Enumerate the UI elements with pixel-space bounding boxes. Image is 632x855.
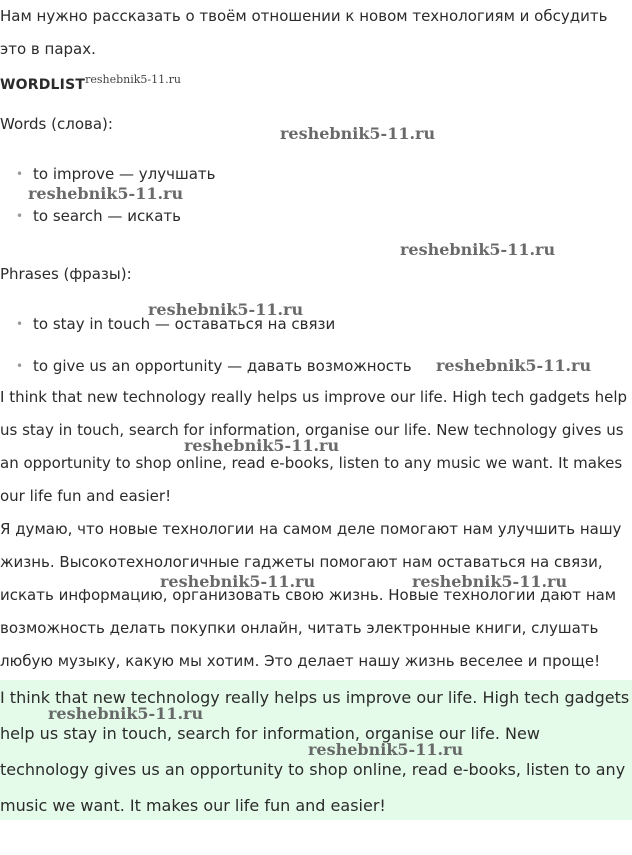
wordlist-watermark: reshebnik5-11.ru [85,73,181,86]
english-paragraph: I think that new technology really helps us improve our life. High tech gadgets help us stay in touch, search for information, organise our life. New technology gives us an opportunity to shop online, read e-books, listen to any music we want. It makes our life fun and easier! [0,388,628,505]
list-item-text: to improve — улучшать [33,165,216,183]
list-item-text: to give us an opportunity — давать возможность [33,357,412,375]
list-item [16,356,412,376]
phrases-label: Phrases (фразы): [0,265,132,283]
watermark: reshebnik5-11.ru [48,704,204,723]
words-label: Words (слова): [0,115,113,133]
watermark: reshebnik5-11.ru [184,436,340,455]
watermark: reshebnik5-11.ru [308,740,464,759]
watermark: reshebnik5-11.ru [436,356,592,375]
watermark: reshebnik5-11.ru [28,184,184,203]
watermark: reshebnik5-11.ru [280,124,436,143]
list-item [16,206,181,226]
russian-paragraph: Я думаю, что новые технологии на самом деле помогают нам улучшить нашу жизнь. Высокотехнологичные гаджеты помогают нам оставаться на связи, искать информацию, организовать свою жизнь. Новые технологии дают нам возможность делать покупки онлайн, читать электронные книги, слушать любую музыку, какую мы хотим. Это делает нашу жизнь веселее и проще! [0,520,622,670]
intro-text: Нам нужно рассказать о твоём отношении к новом технологиям и обсудить это в парах. [0,7,608,58]
watermark: reshebnik5-11.ru [412,572,568,591]
watermark: reshebnik5-11.ru [148,300,304,319]
watermark: reshebnik5-11.ru [400,240,556,259]
list-item-text: to stay in touch — оставаться на связи [33,315,336,333]
list-item-text: to search — искать [33,207,182,225]
list-item [16,164,215,184]
wordlist-title: WORDLIST [0,77,86,93]
wordlist-heading [0,70,181,95]
highlighted-paragraph: I think that new technology really helps us improve our life. High tech gadgets help us stay in touch, search for information, organise our life. New technology gives us an opportunity to shop online, read e-books, listen to any music we want. It makes our life fun and easier! [0,688,630,815]
watermark: reshebnik5-11.ru [160,572,316,591]
